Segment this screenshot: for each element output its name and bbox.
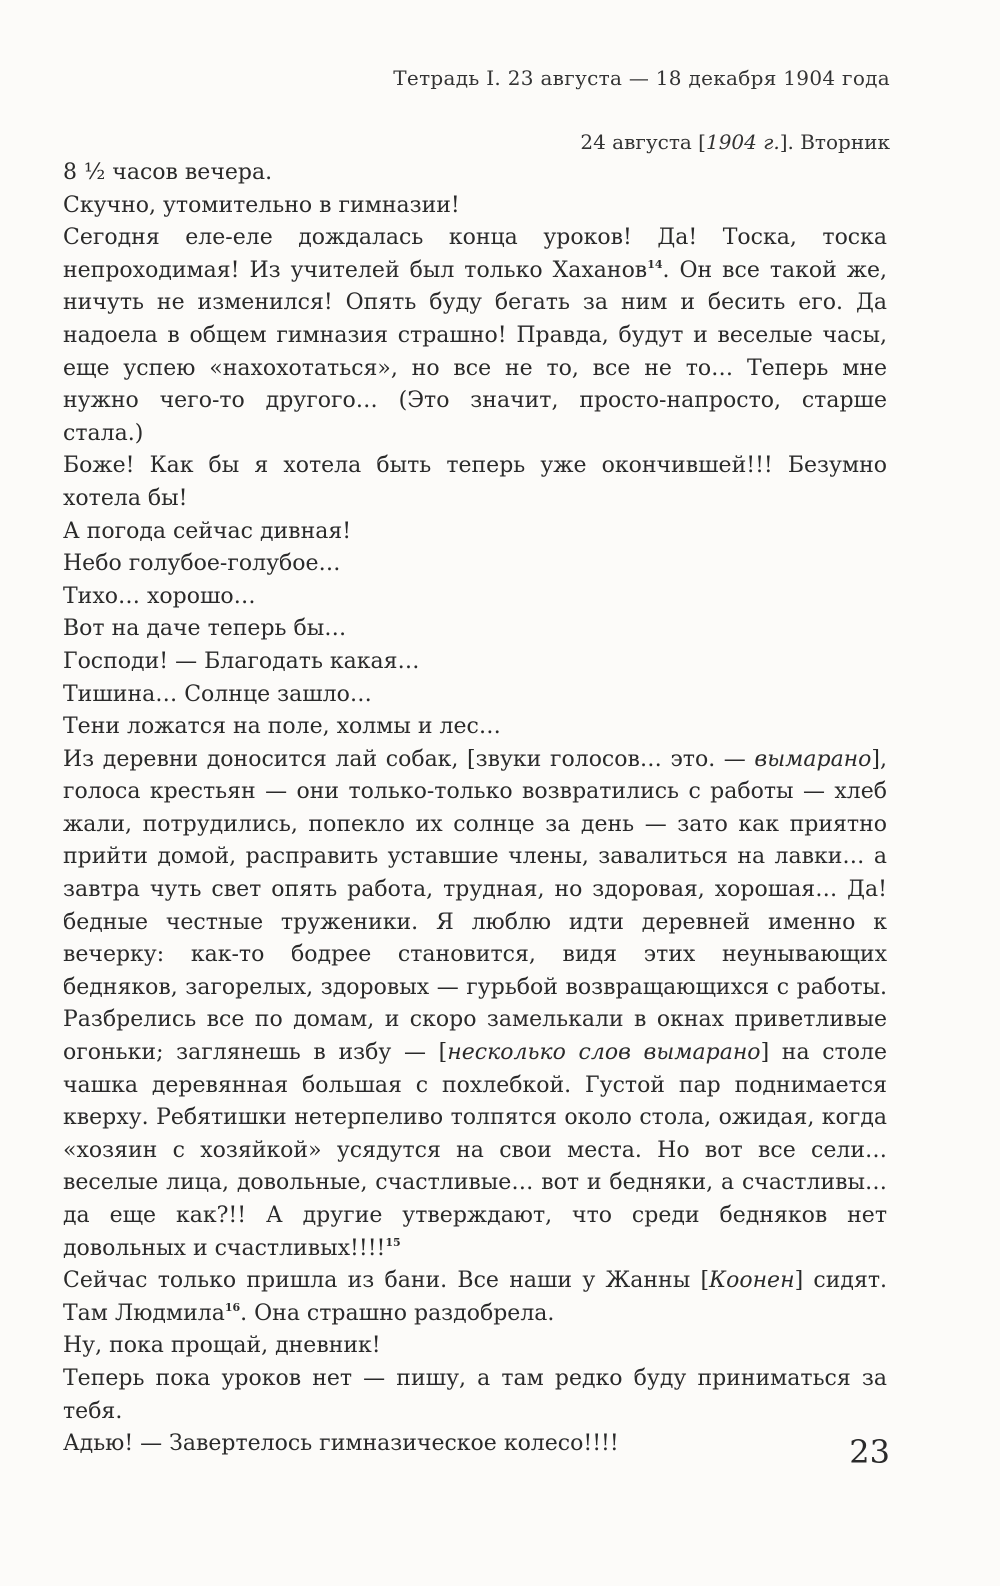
paragraph-text: Боже! Как бы я хотела быть теперь уже окончившей!!! Безумно хотела бы! (63, 453, 887, 511)
paragraph-text: Тихо… хорошо… (63, 583, 256, 609)
paragraph-text: Теперь пока уроков нет — пишу, а там редко буду приниматься за тебя. (63, 1365, 887, 1424)
paragraph (63, 1265, 887, 1330)
page-number: 23 (849, 1433, 890, 1471)
paragraph (63, 744, 887, 1266)
footnote-marker: 15 (385, 1235, 401, 1249)
paragraph (63, 516, 887, 549)
paragraph-text: Адью! — Завертелось гимназическое колесо!!!! (63, 1431, 619, 1457)
paragraph-text: . Он все такой же, ничуть не изменился! Опять буду бегать за ним и бесить его. Да надоела в общем гимназия страшно! Правда, будут и веселые часы, еще успею «нахохотаться», но все не то, все не то… Теперь мне нужно чего-то другого… (Это значит, просто-напросто, старше стала.) (63, 257, 887, 446)
paragraph-text: Скучно, утомительно в гимназии! (63, 192, 460, 218)
paragraph-text: ] сидят. Там Людмила (63, 1268, 887, 1326)
paragraph-text: Сейчас только пришла из бани. Все наши у Жанны [ (63, 1268, 710, 1294)
paragraph (63, 613, 887, 646)
footnote-marker: 14 (647, 257, 663, 271)
paragraph-text: Из деревни доносится лай собак, [звуки голосов… это. — (63, 746, 755, 772)
entry-date-prefix: 24 августа [ (580, 130, 706, 154)
entry-date-year: 1904 г. (705, 130, 780, 154)
paragraph-text: Господи! — Благодать какая… (63, 648, 420, 674)
paragraph (63, 1428, 887, 1461)
paragraph (63, 581, 887, 614)
editorial-note: несколько слов вымарано (447, 1040, 761, 1066)
paragraph (63, 679, 887, 712)
running-header: Тетрадь I. 23 августа — 18 декабря 1904 года (393, 66, 890, 90)
diary-text (63, 157, 887, 1461)
paragraph-text: Тишина… Солнце зашло… (63, 681, 372, 707)
entry-date (580, 130, 890, 154)
paragraph-text: Тени ложатся на поле, холмы и лес… (63, 714, 501, 740)
paragraph-text: ] на столе чашка деревянная большая с похлебкой. Густой пар поднимается кверху. Ребятишки нетерпеливо толпятся около стола, ожидая, когда «хозяин с хозяйкой» усядутся на свои места. Но вот все сели… веселые лица, довольные, счастливые… вот и бедняки, а счастливы… да еще как?!! А другие утверждают, что среди бедняков нет довольных и счастливых!!!! (63, 1040, 887, 1261)
entry-date-suffix: ]. Вторник (779, 130, 890, 154)
paragraph (63, 711, 887, 744)
paragraph-text: А погода сейчас дивная! (63, 518, 352, 544)
paragraph-text: Вот на даче теперь бы… (63, 616, 347, 642)
paragraph-text: Небо голубое-голубое… (63, 551, 341, 577)
paragraph (63, 1363, 887, 1428)
paragraph-text: . Она страшно раздобрела. (240, 1300, 555, 1326)
paragraph (63, 157, 887, 190)
paragraph-text: 8 ½ часов вечера. (63, 160, 273, 185)
paragraph (63, 1330, 887, 1363)
paragraph (63, 646, 887, 679)
paragraph-text: ], голоса крестьян — они только-только возвратились с работы — хлеб жали, потрудились, попекло их солнце за день — зато как приятно прийти домой, расправить уставшие члены, завалиться на лавки… а завтра чуть свет опять работа, трудная, но здоровая, хорошая… Да! бедные честные труженики. Я люблю идти деревней именно к вечерку: как-то бодрее становится, видя этих неунывающих бедняков, загорелых, здоровых — гурьбой возвращающихся с работы. Разбрелись все по домам, и скоро замелькали в окнах приветливые огоньки; заглянешь в избу — [ (63, 746, 887, 1066)
paragraph (63, 450, 887, 515)
paragraph (63, 190, 887, 223)
editorial-note: вымарано (754, 746, 872, 772)
paragraph (63, 548, 887, 581)
footnote-marker: 16 (224, 1300, 241, 1314)
paragraph (63, 222, 887, 450)
editorial-note: Коонен (709, 1268, 795, 1294)
paragraph-text: Сегодня еле-еле дождалась конца уроков! Да! Тоска, тоска непроходимая! Из учителей был только Хаханов (63, 225, 887, 283)
paragraph-text: Ну, пока прощай, дневник! (63, 1333, 381, 1359)
